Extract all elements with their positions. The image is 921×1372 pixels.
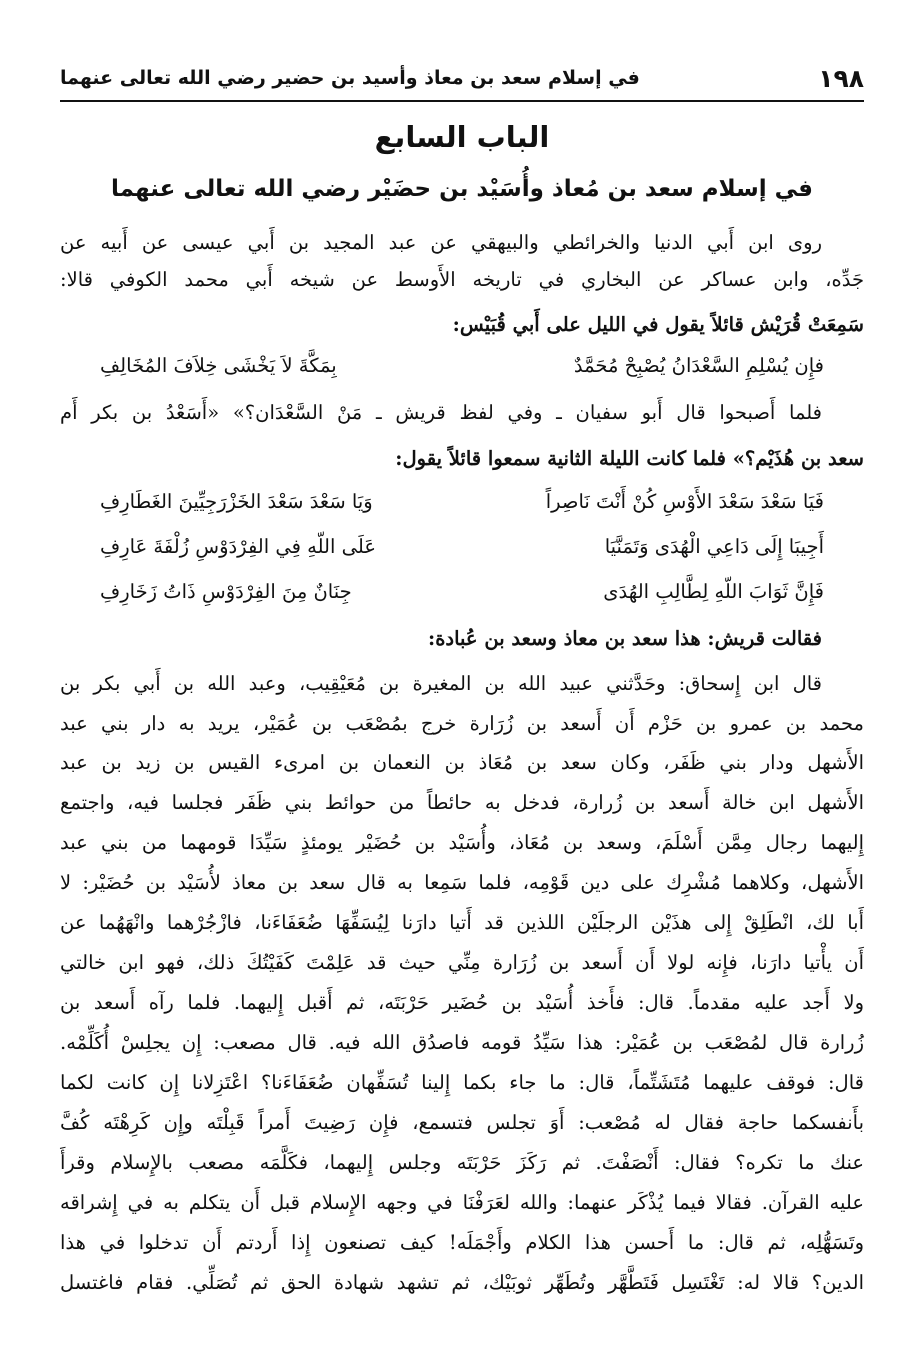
text-line: زُرارة قال لمُصْعَب بن عُمَيْر: هذا سَيِّدُ قومه فاصدُق الله فيه. قال مصعب: إِن يجلِسْ أُكَلِّمْه.: [60, 1031, 864, 1054]
text-line: سَمِعَتْ قُرَيْش قائلاً يقول في الليل على أَبي قُبَيْس:: [452, 313, 864, 336]
text-line: الأَشهل ابن خالة أَسعد بن زُرارة، فدخل به حائطاً من حوائط بني ظَفَر فجلسا فيه، واجتمع: [60, 791, 864, 814]
text-line: قال: فوقف عليهما مُتَشَتِّماً، قال: ما جاء بكما إِلينا تُسَفِّهان ضُعَفَاءَنا؟ اعْتَزِلانا إِن كانت لكما: [60, 1071, 864, 1094]
text-line: الأَشهل، وكلاهما مُشْرِك على دين قَوْمِه، فلما سَمِعا به قال سعد بن معاذ لأُسَيْد بن حُضَيْر: لا: [60, 871, 864, 894]
verse-line: [60, 576, 864, 608]
text-line: الأَشهل ودار بني ظَفَر، وكان سعد بن مُعَاذ بن النعمان بن امرىء القيس بن زيد بن عبد: [60, 751, 864, 774]
text-line: محمد بن عمرو بن حَزْم أَن أَسعد بن زُرَارة خرج بمُصْعَب بن عُمَيْر، يريد به دار بني عبد: [60, 712, 864, 735]
verse-first-hemistich: فإِن يُسْلِمِ السَّعْدَانُ يُصْبِحْ مُحَمَّدٌ: [573, 354, 824, 377]
text-line: عليه القرآن. فقالا فيما يُذْكَر عنهما: والله لعَرَفْنَا في وجهه الإِسلام قبل أَن يتكلم به في إِشراقه: [60, 1191, 864, 1214]
running-header: [60, 58, 864, 98]
page-number: ١٩٨: [818, 63, 864, 93]
text-line: عنك ما تكره؟ فقال: أَنْصَفْتَ. ثم رَكَزَ حَرْبَتَه وجلس إِليهما، فكَلَّمَه مصعب بالإِسلام وقرأَ: [60, 1151, 864, 1174]
verse-first-hemistich: فَإِنَّ ثَوَابَ اللّهِ لِطَّالِبِ الهُدَى: [603, 580, 824, 603]
text-line: روى ابن أَبي الدنيا والخرائطي والبيهقي عن عبد المجيد بن أَبي عيسى عن أَبيه عن: [60, 231, 822, 254]
verse-line: [60, 531, 864, 563]
text-line: فلما أَصبحوا قال أَبو سفيان ـ وفي لفظ قريش ـ مَنْ السَّعْدَان؟» «أَسَعْدُ بن بكر أَم: [60, 401, 822, 424]
verse-first-hemistich: أَجِيبَا إِلَى دَاعِي الْهُدَى وَتَمَنَّيَا: [604, 535, 824, 558]
text-line: سعد بن هُذَيْم؟» فلما كانت الليلة الثانية سمعوا قائلاً يقول:: [395, 447, 864, 470]
text-line: قال ابن إِسحاق: وحَدَّثني عبيد الله بن المغيرة بن مُعَيْقِيب، وعبد الله بن أَبي بكر بن: [60, 672, 822, 695]
text-line: ولا أَجد عليه مقدماً. قال: فأَخذ أُسَيْد بن حُضَير حَرْبَتَه، ثم أَقبل إِليهما. فلما رآه أَسعد بن: [60, 991, 864, 1014]
text-line: وتَسَهُّلِه، ثم قال: ما أَحسن هذا الكلام وأَجْمَلَه! كيف تصنعون إِذا أَردتم أَن تدخلوا في هذا: [60, 1231, 864, 1254]
verse-second-hemistich: جِنَانٌ مِنَ الفِرْدَوْسِ ذَاتُ زَخَارِفِ: [100, 580, 352, 603]
verse-first-hemistich: فَيَا سَعْدَ سَعْدَ الأَوْسِ كُنْ أَنْتَ نَاصِراً: [545, 490, 824, 513]
text-line: فقالت قريش: هذا سعد بن معاذ وسعد بن عُبادة:: [428, 627, 822, 650]
verse-second-hemistich: وَيَا سَعْدَ سَعْدَ الخَزْرَجِيِّينَ الغَطَارِفِ: [100, 490, 373, 513]
text-line: بأَنفسكما حاجة فقال له مُصْعب: أَوَ تجلس فتسمع، فإِن رَضِيتَ أَمراً قَبِلْتَه وإِن كَرِهْتَه كُفَّ: [60, 1111, 864, 1134]
chapter-title: الباب السابع: [374, 120, 550, 154]
text-line: أَن يأْتيا دارَنا، فإِنه لولا أَن أَسعد بن زُرَارة مِنِّي حيث قد عَلِمْتَ كَفَيْتُكَ ذلك، فهو ابن خالتي: [60, 951, 864, 974]
verse-line: [60, 350, 864, 382]
chapter-subtitle: في إسلام سعد بن مُعاذ وأُسَيْد بن حضَيْر رضي الله تعالى عنهما: [111, 176, 813, 202]
verse-second-hemistich: بِمَكَّةَ لاَ يَخْشَى خِلاَفَ المُخَالِفِ: [100, 354, 337, 377]
verse-line: [60, 486, 864, 518]
text-line: جَدِّه، وابن عساكر عن البخاري في تاريخه الأَوسط عن شيخه أَبي محمد الكوفي قالا:: [60, 268, 864, 291]
verse-second-hemistich: عَلَى اللّهِ فِي الفِرْدَوْسِ زُلْفَةَ عَارِفِ: [100, 535, 376, 558]
text-line: الدين؟ قالا له: تَغْتَسِل فَتَطَّهَّر وتُطَهِّر ثوبَيْك، ثم تشهد شهادة الحق ثم تُصَلِّي. فقام فاغتسل: [60, 1271, 864, 1294]
header-rule: [60, 100, 864, 102]
text-line: إِليهما رجال مِمَّن أَسْلَمَ، وسعد بن مُعَاذ، وأُسَيْد بن حُضَيْر يومئذٍ سَيِّدَا قومهما من بني عبد: [60, 831, 864, 854]
text-line: أَبا لك، انْطَلِقْ إِلى هذَيْن الرجلَيْن اللذين قد أَتيا دارَنا لِيُسَفِّهَا ضُعَفَاءَنا، فازْجُرْهما وانْهَهُما عن: [60, 911, 864, 934]
running-title: في إسلام سعد بن معاذ وأسيد بن حضير رضي الله تعالى عنهما: [60, 67, 640, 89]
